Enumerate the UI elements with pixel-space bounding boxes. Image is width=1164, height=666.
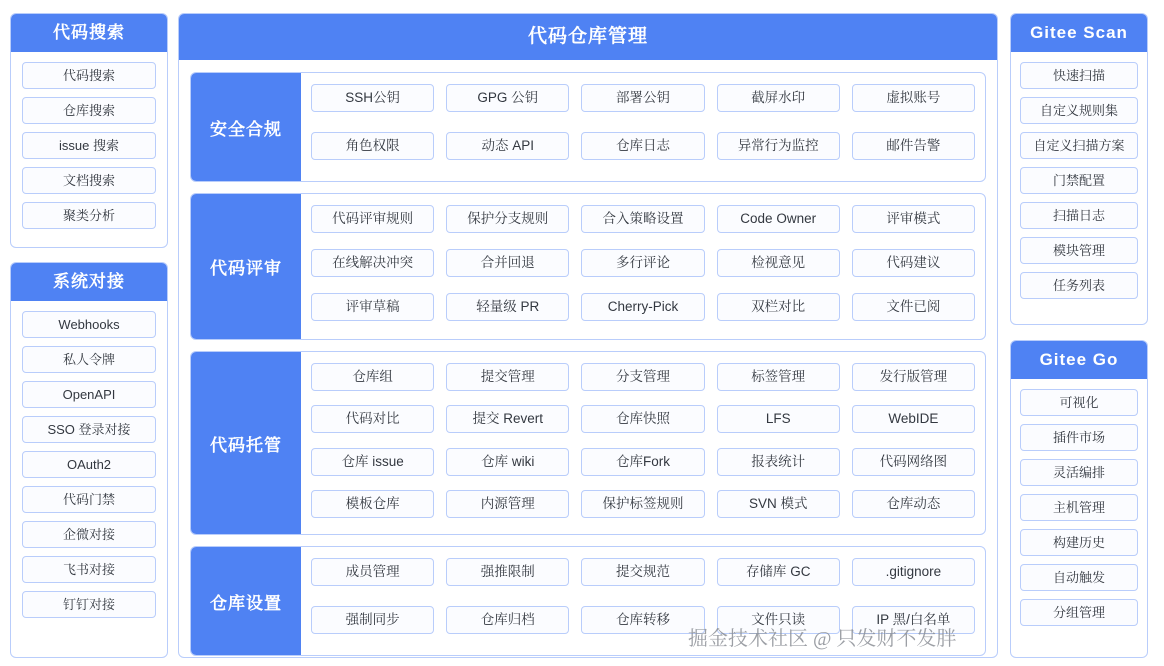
feature-cell[interactable]: Cherry-Pick xyxy=(581,293,704,321)
list-item[interactable]: 模块管理 xyxy=(1020,237,1138,264)
panel-body-code-search xyxy=(11,52,167,241)
panel-title-repo-management: 代码仓库管理 xyxy=(179,14,997,60)
list-item[interactable]: 扫描日志 xyxy=(1020,202,1138,229)
group-label: 安全合规 xyxy=(191,73,301,181)
feature-cell[interactable]: 仓库 issue xyxy=(311,448,434,476)
panel-title-gitee-go: Gitee Go xyxy=(1011,341,1147,379)
feature-cell[interactable]: 模板仓库 xyxy=(311,490,434,518)
feature-cell[interactable]: 仓库转移 xyxy=(581,606,704,634)
panel-gitee-scan xyxy=(1010,13,1148,325)
panel-title-system-integration: 系统对接 xyxy=(11,263,167,301)
list-item[interactable]: Webhooks xyxy=(22,311,156,338)
feature-cell[interactable]: 仓库归档 xyxy=(446,606,569,634)
feature-cell[interactable]: 在线解决冲突 xyxy=(311,249,434,277)
group-items xyxy=(301,352,985,534)
feature-cell[interactable]: SSH公钥 xyxy=(311,84,434,112)
list-item[interactable]: SSO 登录对接 xyxy=(22,416,156,443)
feature-cell[interactable]: 检视意见 xyxy=(717,249,840,277)
feature-cell[interactable]: 仓库 wiki xyxy=(446,448,569,476)
feature-cell[interactable]: 分支管理 xyxy=(581,363,704,391)
feature-cell[interactable]: 成员管理 xyxy=(311,558,434,586)
list-item[interactable]: OAuth2 xyxy=(22,451,156,478)
list-item[interactable]: issue 搜索 xyxy=(22,132,156,159)
list-item[interactable]: 可视化 xyxy=(1020,389,1138,416)
list-item[interactable]: 快速扫描 xyxy=(1020,62,1138,89)
panel-gitee-go xyxy=(1010,340,1148,658)
group-label: 仓库设置 xyxy=(191,547,301,655)
panel-title-code-search: 代码搜索 xyxy=(11,14,167,52)
list-item[interactable]: 自定义规则集 xyxy=(1020,97,1138,124)
feature-cell[interactable]: 合入策略设置 xyxy=(581,205,704,233)
feature-cell[interactable]: 内源管理 xyxy=(446,490,569,518)
panel-body-system-integration xyxy=(11,301,167,630)
feature-cell[interactable]: SVN 模式 xyxy=(717,490,840,518)
list-item[interactable]: 主机管理 xyxy=(1020,494,1138,521)
feature-cell[interactable]: 保护标签规则 xyxy=(581,490,704,518)
feature-cell[interactable]: 标签管理 xyxy=(717,363,840,391)
group-code-hosting xyxy=(190,351,986,535)
list-item[interactable]: 构建历史 xyxy=(1020,529,1138,556)
panel-code-search xyxy=(10,13,168,248)
feature-cell[interactable]: 代码建议 xyxy=(852,249,975,277)
feature-cell[interactable]: 仓库快照 xyxy=(581,405,704,433)
feature-cell[interactable]: 评审模式 xyxy=(852,205,975,233)
watermark-text: 掘金技术社区 @ 只发财不发胖 xyxy=(688,628,957,650)
list-item[interactable]: 文档搜索 xyxy=(22,167,156,194)
feature-cell[interactable]: 代码对比 xyxy=(311,405,434,433)
list-item[interactable]: 分组管理 xyxy=(1020,599,1138,626)
list-item[interactable]: 任务列表 xyxy=(1020,272,1138,299)
feature-cell[interactable]: 仓库动态 xyxy=(852,490,975,518)
feature-cell[interactable]: 强制同步 xyxy=(311,606,434,634)
feature-cell[interactable]: 动态 API xyxy=(446,132,569,160)
list-item[interactable]: 仓库搜索 xyxy=(22,97,156,124)
list-item[interactable]: 代码门禁 xyxy=(22,486,156,513)
feature-cell[interactable]: 仓库日志 xyxy=(581,132,704,160)
feature-cell[interactable]: LFS xyxy=(717,405,840,433)
feature-cell[interactable]: 异常行为监控 xyxy=(717,132,840,160)
list-item[interactable]: 私人令牌 xyxy=(22,346,156,373)
list-item[interactable]: 插件市场 xyxy=(1020,424,1138,451)
feature-cell[interactable]: 评审草稿 xyxy=(311,293,434,321)
feature-cell[interactable]: 发行版管理 xyxy=(852,363,975,391)
feature-cell[interactable]: 仓库Fork xyxy=(581,448,704,476)
panel-title-gitee-scan: Gitee Scan xyxy=(1011,14,1147,52)
feature-cell[interactable]: 截屏水印 xyxy=(717,84,840,112)
feature-cell[interactable]: 提交规范 xyxy=(581,558,704,586)
feature-cell[interactable]: 存储库 GC xyxy=(717,558,840,586)
feature-cell[interactable]: 文件已阅 xyxy=(852,293,975,321)
list-item[interactable]: 自动触发 xyxy=(1020,564,1138,591)
feature-cell[interactable]: 文件只读 xyxy=(717,606,840,634)
group-items xyxy=(301,73,985,181)
panel-body-gitee-scan xyxy=(1011,52,1147,311)
feature-cell[interactable]: 代码网络图 xyxy=(852,448,975,476)
list-item[interactable]: 企微对接 xyxy=(22,521,156,548)
panel-body-repo-management xyxy=(179,60,997,666)
list-item[interactable]: 飞书对接 xyxy=(22,556,156,583)
feature-cell[interactable]: 报表统计 xyxy=(717,448,840,476)
feature-cell[interactable]: 双栏对比 xyxy=(717,293,840,321)
panel-repo-management xyxy=(178,13,998,658)
feature-cell[interactable]: .gitignore xyxy=(852,558,975,586)
panel-body-gitee-go xyxy=(1011,379,1147,638)
feature-cell[interactable]: 强推限制 xyxy=(446,558,569,586)
list-item[interactable]: 灵活编排 xyxy=(1020,459,1138,486)
feature-cell[interactable]: 提交管理 xyxy=(446,363,569,391)
feature-cell[interactable]: 提交 Revert xyxy=(446,405,569,433)
feature-cell[interactable]: Code Owner xyxy=(717,205,840,233)
feature-cell[interactable]: GPG 公钥 xyxy=(446,84,569,112)
list-item[interactable]: 门禁配置 xyxy=(1020,167,1138,194)
list-item[interactable]: 钉钉对接 xyxy=(22,591,156,618)
feature-cell[interactable]: 仓库组 xyxy=(311,363,434,391)
feature-cell[interactable]: 部署公钥 xyxy=(581,84,704,112)
list-item[interactable]: OpenAPI xyxy=(22,381,156,408)
group-label: 代码托管 xyxy=(191,352,301,534)
feature-cell[interactable]: 邮件告警 xyxy=(852,132,975,160)
feature-cell[interactable]: IP 黑/白名单 xyxy=(852,606,975,634)
group-label: 代码评审 xyxy=(191,194,301,339)
feature-cell[interactable]: 多行评论 xyxy=(581,249,704,277)
group-code-review xyxy=(190,193,986,340)
feature-cell[interactable]: WebIDE xyxy=(852,405,975,433)
list-item[interactable]: 代码搜索 xyxy=(22,62,156,89)
list-item[interactable]: 自定义扫描方案 xyxy=(1020,132,1138,159)
panel-system-integration xyxy=(10,262,168,658)
feature-cell[interactable]: 轻量级 PR xyxy=(446,293,569,321)
feature-cell[interactable]: 代码评审规则 xyxy=(311,205,434,233)
group-items xyxy=(301,194,985,339)
feature-cell[interactable]: 合并回退 xyxy=(446,249,569,277)
group-security-compliance xyxy=(190,72,986,182)
list-item[interactable]: 聚类分析 xyxy=(22,202,156,229)
feature-cell[interactable]: 角色权限 xyxy=(311,132,434,160)
feature-cell[interactable]: 保护分支规则 xyxy=(446,205,569,233)
feature-cell[interactable]: 虚拟账号 xyxy=(852,84,975,112)
